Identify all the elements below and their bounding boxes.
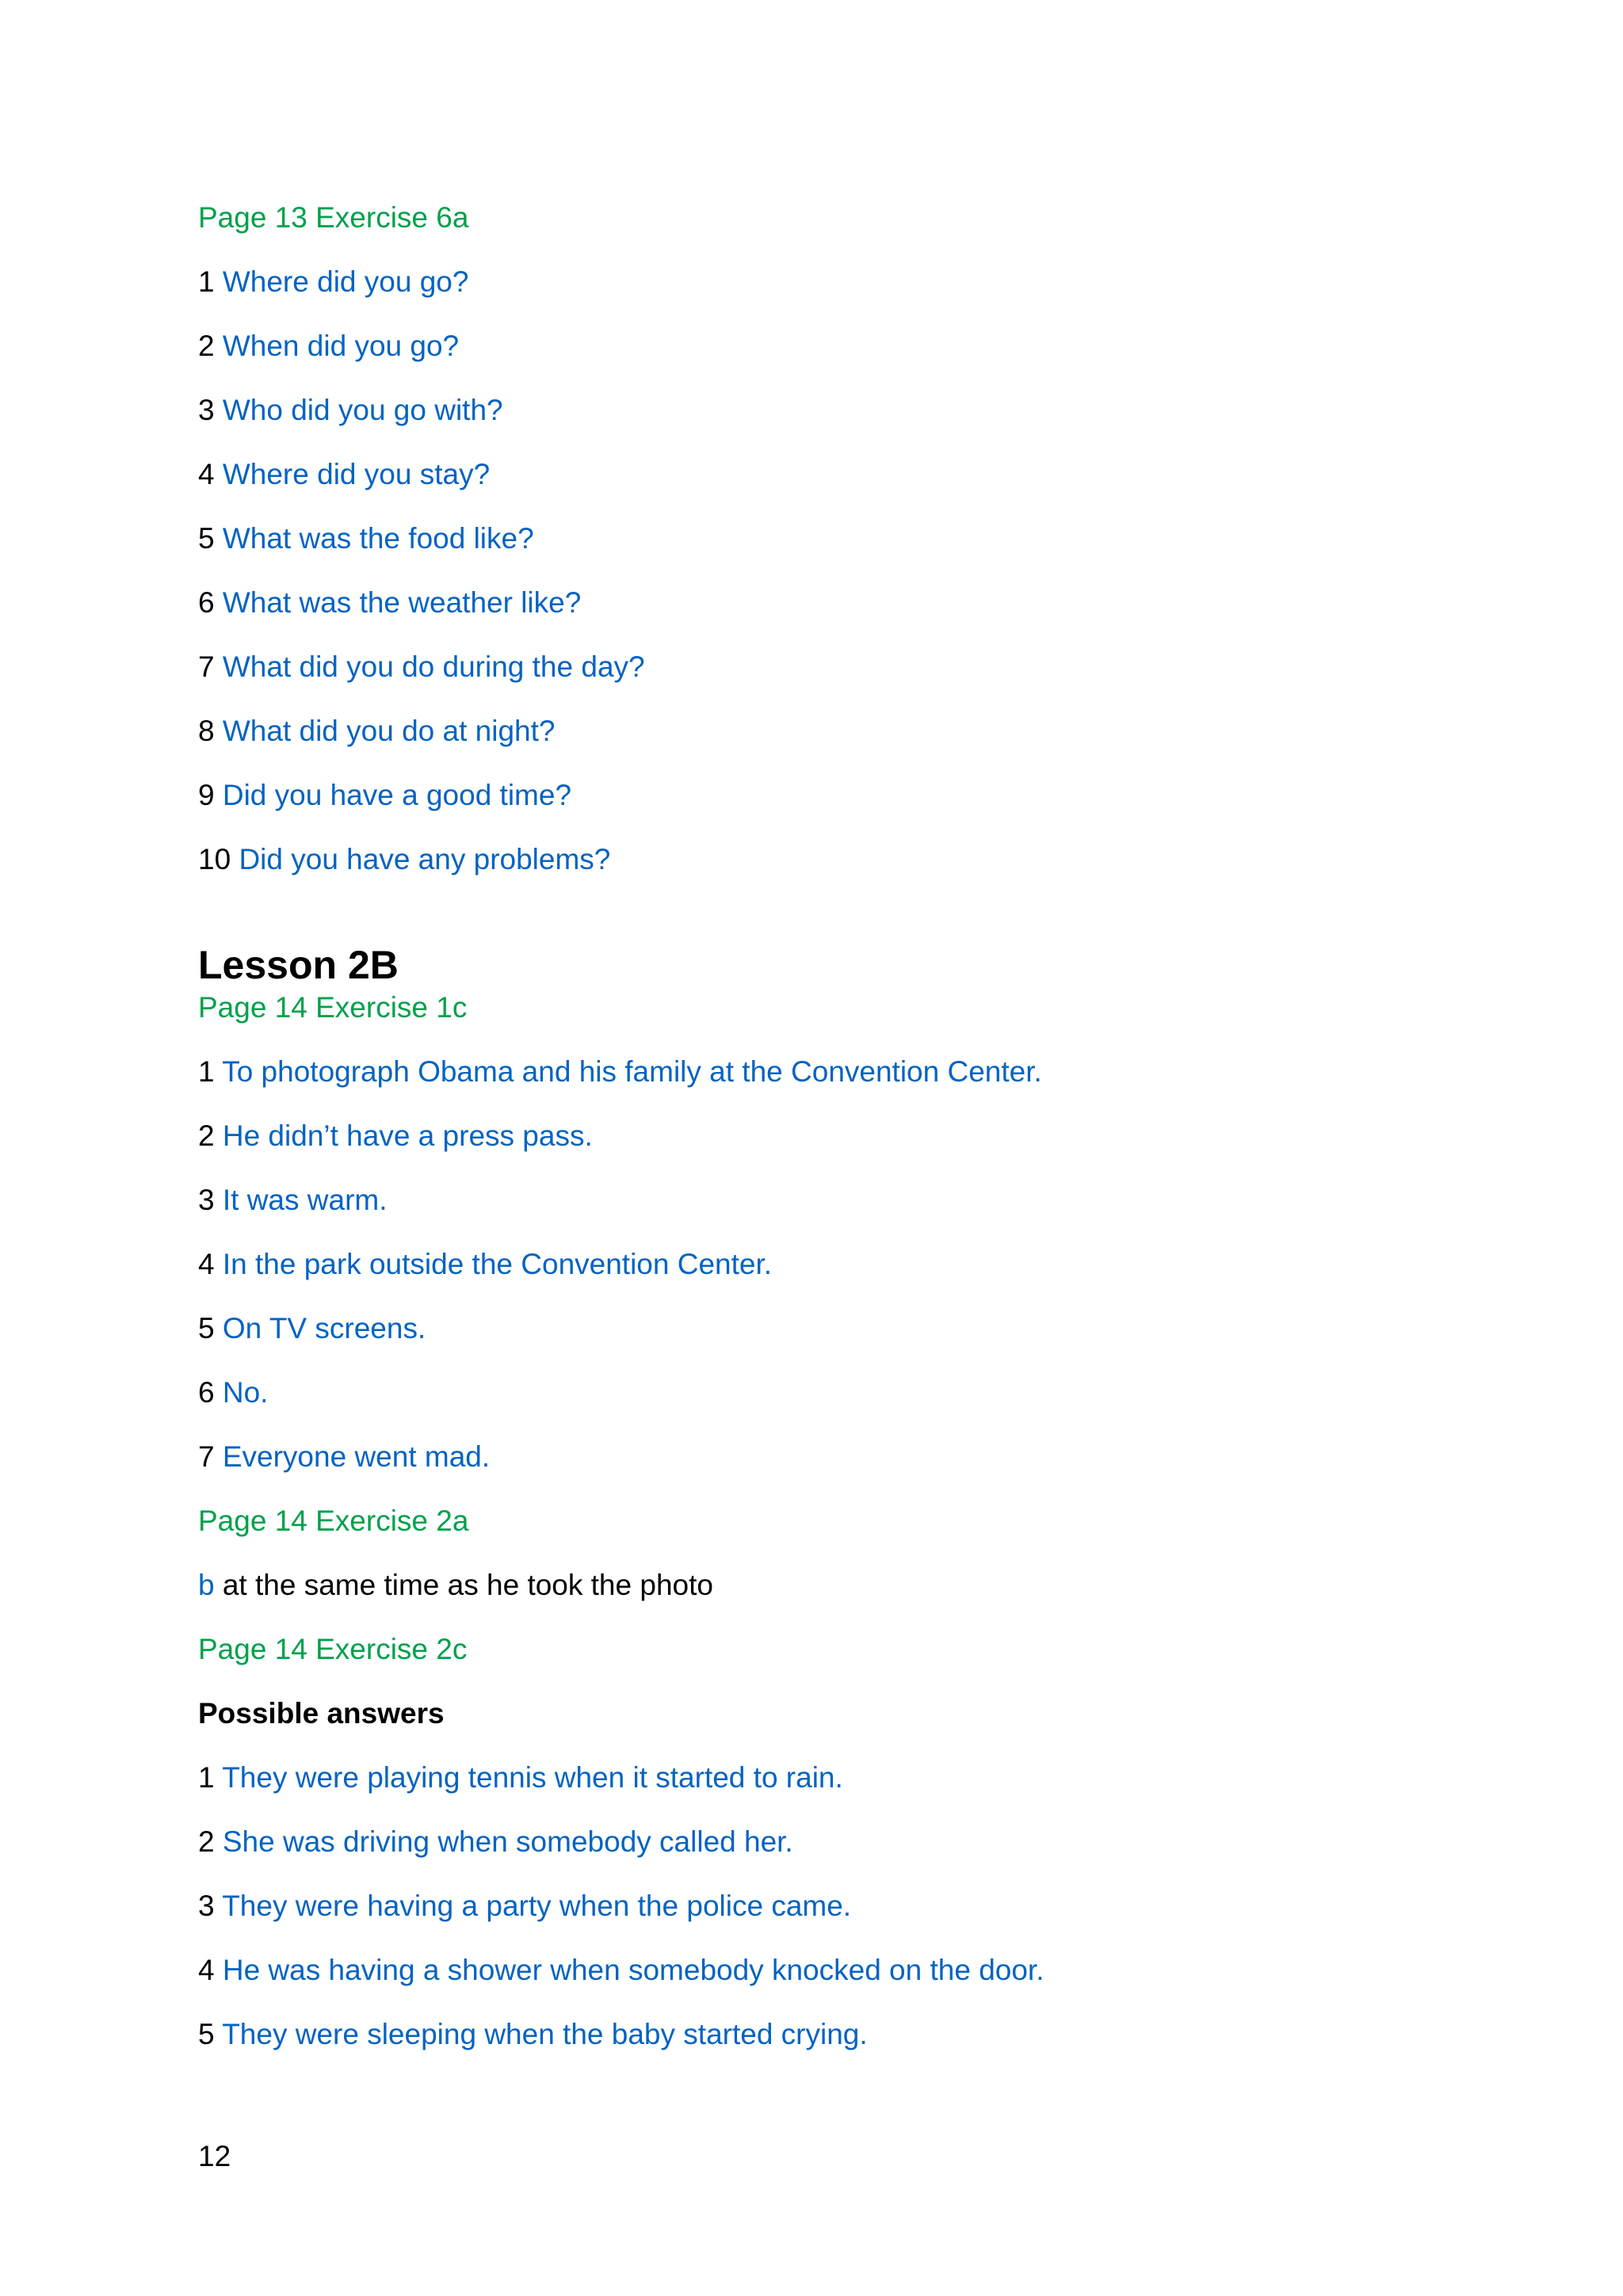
list-item: 3 They were having a party when the police came. [198,1890,852,1922]
page-number: 12 [198,2140,231,2172]
list-item: 6 What was the weather like? [198,586,582,619]
section-heading-p14-ex2a: Page 14 Exercise 2a [198,1505,469,1537]
list-item: 7 Everyone went mad. [198,1440,491,1473]
list-item: 6 No. [198,1376,269,1409]
answer-line: b at the same time as he took the photo [198,1569,713,1601]
list-item: 4 Where did you stay? [198,458,491,490]
list-item: 5 They were sleeping when the baby started crying. [198,2018,868,2050]
list-item: 2 He didn’t have a press pass. [198,1119,593,1152]
list-item: 8 What did you do at night? [198,715,556,747]
list-item: 2 She was driving when somebody called her. [198,1825,793,1858]
list-item: 3 Who did you go with? [198,394,503,426]
list-item: 9 Did you have a good time? [198,779,572,811]
list-item: 4 In the park outside the Convention Center. [198,1248,773,1280]
section-heading-p13-ex6a: Page 13 Exercise 6a [198,201,469,234]
list-item: 1 To photograph Obama and his family at the Convention Center. [198,1055,1042,1088]
lesson-title: Lesson 2B [198,943,399,987]
list-item: 1 They were playing tennis when it started to rain. [198,1761,843,1794]
list-item: 7 What did you do during the day? [198,650,645,683]
list-item: 3 It was warm. [198,1184,388,1216]
list-item: 10 Did you have any problems? [198,843,611,875]
list-item: 4 He was having a shower when somebody knocked on the door. [198,1954,1044,1986]
section-heading-p14-ex2c: Page 14 Exercise 2c [198,1633,468,1665]
list-item: 2 When did you go? [198,330,460,362]
possible-answers-label: Possible answers [198,1697,445,1730]
section-heading-p14-ex1c: Page 14 Exercise 1c [198,991,468,1024]
list-item: 5 On TV screens. [198,1312,426,1344]
list-item: 1 Where did you go? [198,265,469,298]
list-item: 5 What was the food like? [198,522,534,555]
